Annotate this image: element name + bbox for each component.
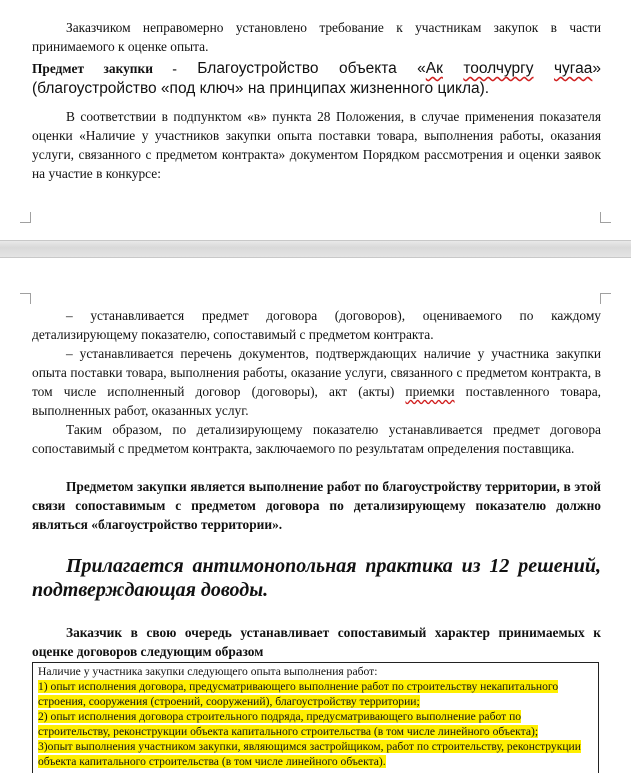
list-item-contract-subject: – устанавливается предмет договора (договоров), оцениваемого по каждому детализирующему показателю, сопоставимый с предметом контракта. (32, 308, 601, 342)
highlighted-item-3: 3)опыт выполнения участником закупки, являющимся застройщиком, работ по строительству, реконструкции объекта капитального строительства (в том числе линейного объекта). (38, 740, 581, 768)
subject-label: Предмет закупки - (32, 61, 177, 76)
page-corner-mark (20, 212, 31, 223)
page-break-gap (0, 240, 631, 258)
spell-error-word: тоолчургу (463, 60, 534, 77)
spell-error-word: Ак (425, 60, 443, 77)
page-corner-mark (600, 293, 611, 304)
paragraph-bold-statement: Предметом закупки является выполнение работ по благоустройству территории, в этой связи сопоставимым с предметом договора по детализирующему показателю должно являться «благоустройство территории». (32, 479, 601, 532)
page-corner-mark (20, 293, 31, 304)
paragraph-experience-requirement: Заказчиком неправомерно установлено требование к участникам закупок в части принимаемого к оценке опыта. (32, 20, 601, 54)
document-page-2 (0, 258, 631, 773)
heading-antimonopoly-practice: Прилагается антимонопольная практика из 12 решений, подтверждающая доводы. (32, 555, 601, 601)
subject-text-end: » (благоустройство «под ключ» на принципах жизненного цикла). (32, 60, 601, 97)
paragraph-procurement-subject (32, 59, 601, 99)
quoted-criteria-table (32, 662, 599, 773)
page-corner-mark (600, 212, 611, 223)
table-header: Наличие у участника закупки следующего опыта выполнения работ: (38, 665, 378, 678)
list-item-documents: – устанавливается перечень документов, подтверждающих наличие у участника закупки опыта поставки товара, выполнения работы, оказание услуги, связанного с предметом контракта, в том числе исполненный договор (договоры), акт (акты) приемки поставленного товара, выполненных работ, оказанных услуг. (32, 346, 601, 418)
highlighted-item-2: 2) опыт исполнения договора строительного подряда, предусматривающего выполнение работ по строительству, реконструкции объекта капитального строительства (в том числе линейного объекта); (38, 710, 539, 738)
spell-error-word: приемки (405, 384, 455, 399)
subject-text-start: Благоустройство объекта « (176, 60, 426, 77)
highlighted-item-1: 1) опыт исполнения договора, предусматривающего выполнение работ по строительству некапитального строения, сооружения (строений, сооружений), благоустройству территории; (38, 680, 559, 708)
document-page-1 (0, 0, 631, 240)
paragraph-regulation-reference: В соответствии в подпунктом «в» пункта 28 Положения, в случае применения показателя оценки «Наличие у участников закупки опыта поставки товара, выполнения работы, оказания услуги, связанного с предметом контракта» документом Порядком рассмотрения и оценки заявок на участие в конкурсе: (32, 109, 601, 181)
spell-error-word: чугаа (553, 60, 593, 77)
paragraph-conclusion: Таким образом, по детализирующему показателю устанавливается предмет договора сопоставимый с предметом контракта, заключаемого по результатам определения поставщика. (32, 422, 601, 456)
paragraph-customer-criteria: Заказчик в свою очередь устанавливает сопоставимый характер принимаемых к оценке договоров следующим образом (32, 625, 601, 659)
